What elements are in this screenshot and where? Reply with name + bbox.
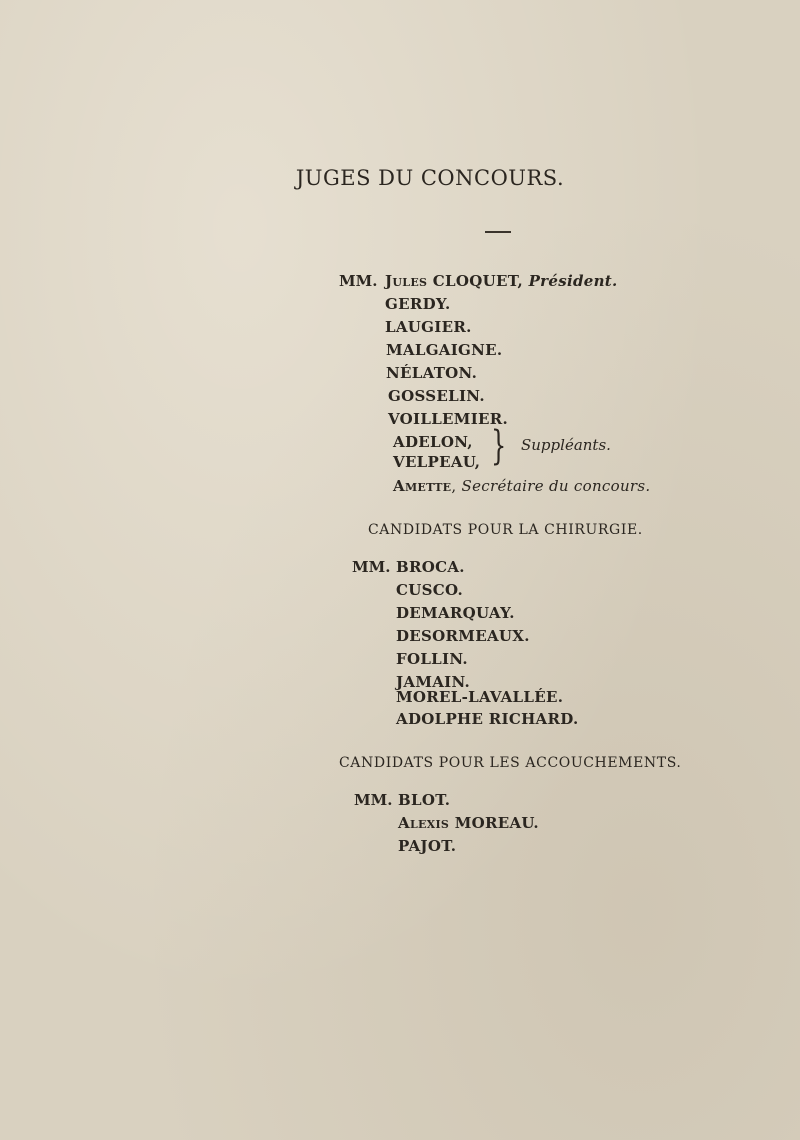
judge-member: LAUGIER. <box>385 318 472 336</box>
candidate-last-name: MOREAU. <box>454 814 539 832</box>
president-first-name: Jules <box>385 272 428 290</box>
judge-member: MALGAIGNE. <box>386 341 503 359</box>
surgery-candidate: FOLLIN. <box>396 650 468 668</box>
surgery-candidate: BROCA. <box>396 558 465 576</box>
secretary-name: Amette <box>393 477 452 495</box>
surgery-candidate: CUSCO. <box>396 581 464 599</box>
substitutes-role: Suppléants. <box>521 436 611 454</box>
secretary-comma: , <box>451 477 462 495</box>
judge-substitute: ADELON, <box>393 433 473 451</box>
surgery-candidate: JAMAIN. <box>396 673 471 691</box>
obstetrics-heading: CANDIDATS POUR LES ACCOUCHEMENTS. <box>339 755 682 771</box>
judge-member: GOSSELIN. <box>388 387 485 405</box>
substitutes-brace: } <box>491 423 507 469</box>
judge-member: VOILLEMIER. <box>388 410 509 428</box>
president-last-name: CLOQUET <box>432 272 518 290</box>
candidate-first-name: Alexis <box>398 814 450 832</box>
obstetrics-candidate: BLOT. <box>398 791 451 809</box>
judge-member: GERDY. <box>385 295 451 313</box>
surgery-candidate: DESORMEAUX. <box>396 627 530 645</box>
judge-substitute: VELPEAU, <box>393 453 481 471</box>
page-title: JUGES DU CONCOURS. <box>295 166 565 190</box>
secretary-line <box>393 477 650 495</box>
judge-member: NÉLATON. <box>386 364 478 382</box>
secretary-role: Secrétaire du concours. <box>461 477 651 495</box>
title-rule <box>485 231 511 233</box>
surgery-candidate: DEMARQUAY. <box>396 604 515 622</box>
president-comma: , <box>517 272 529 290</box>
judges-prefix: MM. <box>339 272 378 290</box>
surgery-candidate: ADOLPHE RICHARD. <box>396 710 579 728</box>
surgery-candidate: MOREL-LAVALLÉE. <box>396 688 564 706</box>
obstetrics-prefix: MM. <box>354 791 393 809</box>
obstetrics-candidate: PAJOT. <box>398 837 457 855</box>
obstetrics-candidate <box>398 814 539 832</box>
surgery-heading: CANDIDATS POUR LA CHIRURGIE. <box>368 522 643 538</box>
judge-president <box>385 272 618 290</box>
surgery-prefix: MM. <box>352 558 391 576</box>
president-role: Président. <box>528 272 618 290</box>
